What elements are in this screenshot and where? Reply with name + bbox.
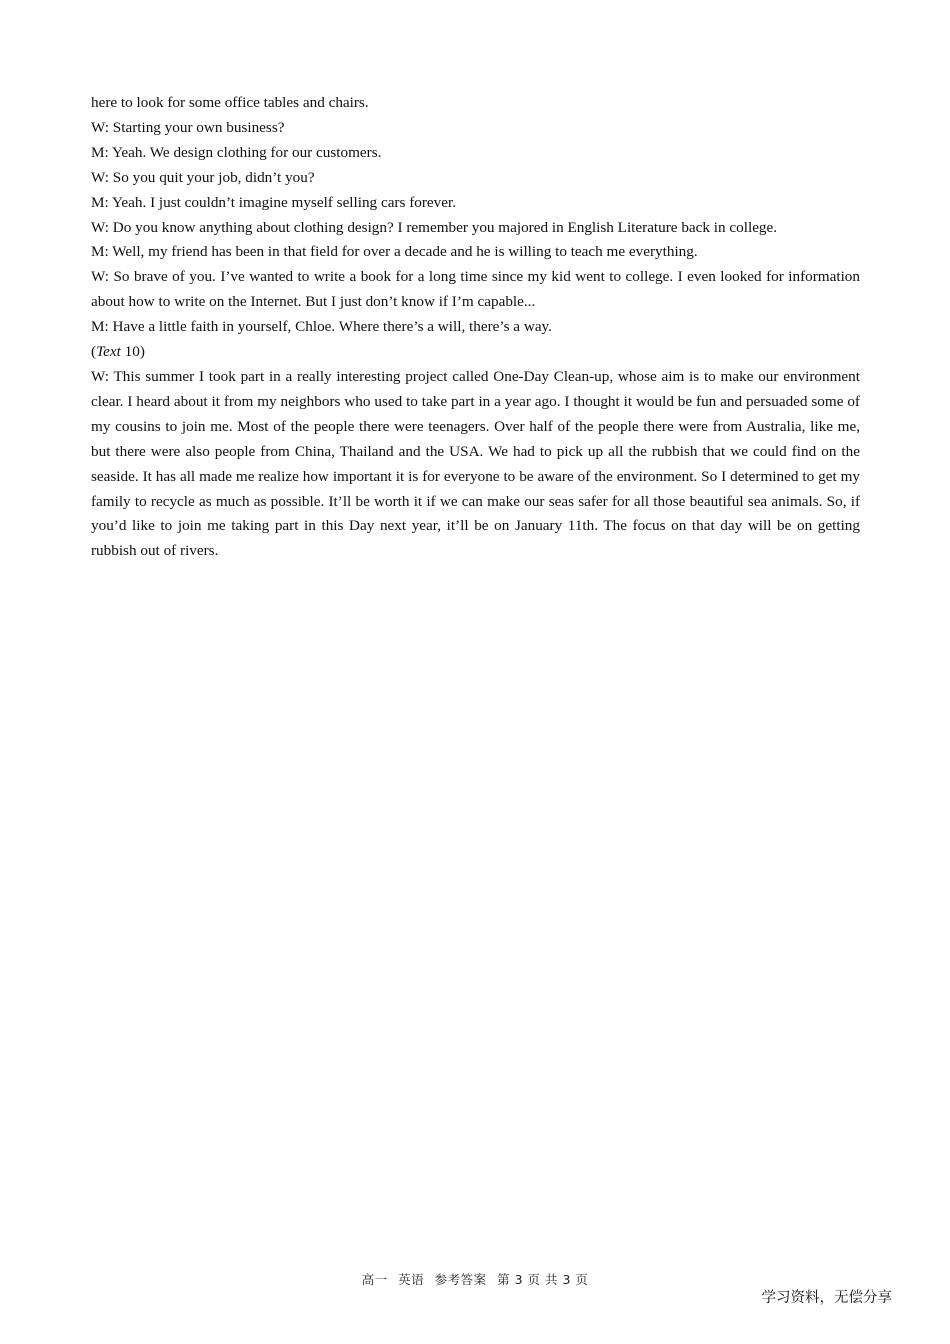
watermark-text: 学习资料，无偿分享	[761, 1290, 892, 1306]
heading-text-number: 10)	[120, 343, 145, 361]
text-line-1: here to look for some office tables and chairs.	[91, 94, 369, 111]
text-line-6: W: Do you know anything about clothing design? I remember you majored in English Literature back in college.	[91, 218, 778, 236]
footer-subject: 英语	[398, 1272, 425, 1287]
dialogue-paragraph-brave: W: So brave of you. I’ve wanted to write a book for a long time since my kid went to college. I even looked for information about how to write on the Internet. But I just don’t know if I’m capable...	[91, 268, 860, 311]
monologue-paragraph-cleanup: W: This summer I took part in a really interesting project called One-Day Clean-up, whose aim is to make our environment clear. I heard about it from my neighbors who used to take part in a year ago. I thought it would be fun and persuaded some of my cousins to join me. Most of the people there were teenagers. Over half of the people there were from Australia, like me, but there were also people from China, Thailand and the USA. We had to pick up all the rubbish that we could find on the seaside. It has all made me realize how important it is for everyone to be aware of the environment. So I determined to get my family to recycle as much as possible. It’ll be worth it if we can make our seas safer for all those beautiful sea animals. So, if you’d like to join me taking part in this Day next year, it’ll be on January 11th. The focus on that day will be on getting rubbish out of rivers.	[91, 367, 860, 560]
text-line-faith: M: Have a little faith in yourself, Chloe. Where there’s a will, there’s a way.	[91, 318, 552, 336]
text-line-2: W: Starting your own business?	[91, 118, 285, 136]
heading-open-paren: (	[91, 343, 97, 361]
footer-grade: 高一	[361, 1272, 388, 1287]
heading-text-label: Text	[96, 343, 121, 361]
footer-page-label: 第 3 页 共 3 页	[497, 1272, 589, 1287]
text-line-3: M: Yeah. We design clothing for our customers.	[91, 143, 382, 161]
section-heading-text10	[91, 340, 860, 365]
document-body	[91, 91, 860, 564]
text-line-7: M: Well, my friend has been in that field for over a decade and he is willing to teach me everything.	[91, 243, 698, 261]
text-line-4: W: So you quit your job, didn’t you?	[91, 168, 315, 186]
text-line-5: M: Yeah. I just couldn’t imagine myself selling cars forever.	[91, 193, 456, 211]
footer-doc-type: 参考答案	[434, 1272, 487, 1287]
